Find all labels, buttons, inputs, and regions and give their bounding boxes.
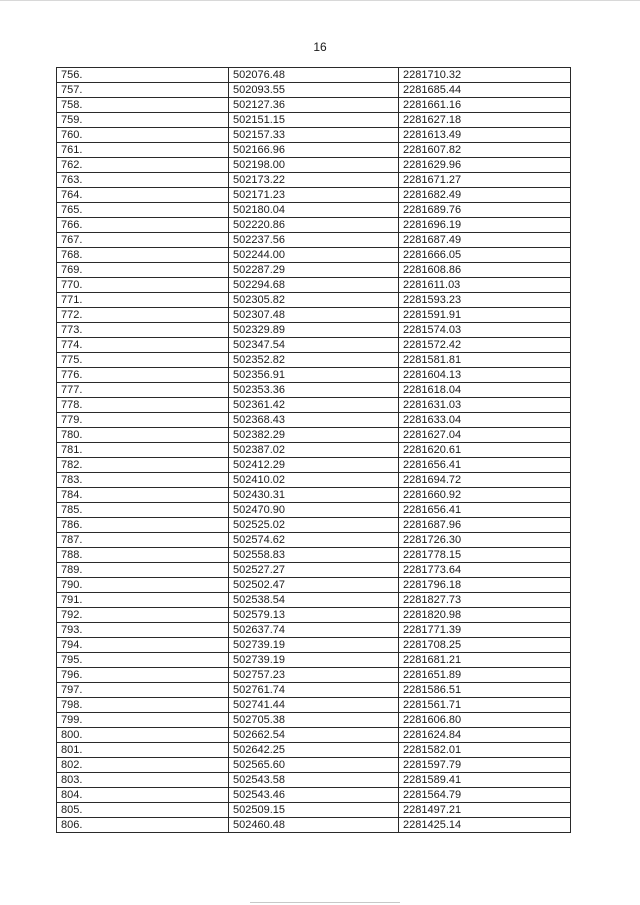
x-coordinate-cell: 502543.46 — [229, 788, 399, 803]
y-coordinate-cell: 2281687.49 — [399, 233, 571, 248]
table-row — [57, 188, 571, 203]
x-coordinate-cell: 502244.00 — [229, 248, 399, 263]
x-coordinate-cell: 502509.15 — [229, 803, 399, 818]
table-row — [57, 218, 571, 233]
table-row — [57, 203, 571, 218]
point-number-cell: 764. — [57, 188, 229, 203]
table-row — [57, 608, 571, 623]
y-coordinate-cell: 2281656.41 — [399, 458, 571, 473]
point-number-cell: 758. — [57, 98, 229, 113]
x-coordinate-cell: 502305.82 — [229, 293, 399, 308]
y-coordinate-cell: 2281682.49 — [399, 188, 571, 203]
y-coordinate-cell: 2281694.72 — [399, 473, 571, 488]
point-number-cell: 781. — [57, 443, 229, 458]
x-coordinate-cell: 502166.96 — [229, 143, 399, 158]
x-coordinate-cell: 502237.56 — [229, 233, 399, 248]
point-number-cell: 766. — [57, 218, 229, 233]
table-row — [57, 293, 571, 308]
x-coordinate-cell: 502525.02 — [229, 518, 399, 533]
point-number-cell: 770. — [57, 278, 229, 293]
table-row — [57, 593, 571, 608]
point-number-cell: 794. — [57, 638, 229, 653]
table-row — [57, 698, 571, 713]
table-row — [57, 143, 571, 158]
y-coordinate-cell: 2281586.51 — [399, 683, 571, 698]
x-coordinate-cell: 502352.82 — [229, 353, 399, 368]
table-row — [57, 128, 571, 143]
table-row — [57, 728, 571, 743]
x-coordinate-cell: 502347.54 — [229, 338, 399, 353]
x-coordinate-cell: 502527.27 — [229, 563, 399, 578]
x-coordinate-cell: 502741.44 — [229, 698, 399, 713]
y-coordinate-cell: 2281651.89 — [399, 668, 571, 683]
y-coordinate-cell: 2281591.91 — [399, 308, 571, 323]
table-row — [57, 248, 571, 263]
y-coordinate-cell: 2281581.81 — [399, 353, 571, 368]
point-number-cell: 776. — [57, 368, 229, 383]
x-coordinate-cell: 502368.43 — [229, 413, 399, 428]
table-row — [57, 458, 571, 473]
y-coordinate-cell: 2281572.42 — [399, 338, 571, 353]
point-number-cell: 773. — [57, 323, 229, 338]
x-coordinate-cell: 502761.74 — [229, 683, 399, 698]
table-row — [57, 518, 571, 533]
coordinates-table — [56, 67, 571, 833]
point-number-cell: 800. — [57, 728, 229, 743]
table-row — [57, 488, 571, 503]
point-number-cell: 780. — [57, 428, 229, 443]
x-coordinate-cell: 502076.48 — [229, 68, 399, 83]
table-row — [57, 98, 571, 113]
point-number-cell: 793. — [57, 623, 229, 638]
y-coordinate-cell: 2281618.04 — [399, 383, 571, 398]
table-row — [57, 68, 571, 83]
y-coordinate-cell: 2281685.44 — [399, 83, 571, 98]
point-number-cell: 760. — [57, 128, 229, 143]
point-number-cell: 763. — [57, 173, 229, 188]
y-coordinate-cell: 2281696.19 — [399, 218, 571, 233]
x-coordinate-cell: 502739.19 — [229, 638, 399, 653]
y-coordinate-cell: 2281773.64 — [399, 563, 571, 578]
y-coordinate-cell: 2281681.21 — [399, 653, 571, 668]
point-number-cell: 790. — [57, 578, 229, 593]
table-row — [57, 818, 571, 833]
point-number-cell: 785. — [57, 503, 229, 518]
y-coordinate-cell: 2281607.82 — [399, 143, 571, 158]
x-coordinate-cell: 502410.02 — [229, 473, 399, 488]
y-coordinate-cell: 2281608.86 — [399, 263, 571, 278]
point-number-cell: 779. — [57, 413, 229, 428]
y-coordinate-cell: 2281574.03 — [399, 323, 571, 338]
table-row — [57, 398, 571, 413]
x-coordinate-cell: 502287.29 — [229, 263, 399, 278]
x-coordinate-cell: 502387.02 — [229, 443, 399, 458]
y-coordinate-cell: 2281661.16 — [399, 98, 571, 113]
y-coordinate-cell: 2281629.96 — [399, 158, 571, 173]
x-coordinate-cell: 502642.25 — [229, 743, 399, 758]
x-coordinate-cell: 502151.15 — [229, 113, 399, 128]
x-coordinate-cell: 502361.42 — [229, 398, 399, 413]
x-coordinate-cell: 502353.36 — [229, 383, 399, 398]
point-number-cell: 767. — [57, 233, 229, 248]
point-number-cell: 788. — [57, 548, 229, 563]
table-row — [57, 233, 571, 248]
table-row — [57, 263, 571, 278]
y-coordinate-cell: 2281606.80 — [399, 713, 571, 728]
table-row — [57, 323, 571, 338]
table-row — [57, 428, 571, 443]
point-number-cell: 803. — [57, 773, 229, 788]
table-row — [57, 308, 571, 323]
x-coordinate-cell: 502180.04 — [229, 203, 399, 218]
y-coordinate-cell: 2281771.39 — [399, 623, 571, 638]
table-row — [57, 773, 571, 788]
scan-edge — [250, 902, 400, 903]
y-coordinate-cell: 2281827.73 — [399, 593, 571, 608]
x-coordinate-cell: 502220.86 — [229, 218, 399, 233]
point-number-cell: 786. — [57, 518, 229, 533]
point-number-cell: 804. — [57, 788, 229, 803]
table-row — [57, 278, 571, 293]
y-coordinate-cell: 2281582.01 — [399, 743, 571, 758]
y-coordinate-cell: 2281631.03 — [399, 398, 571, 413]
x-coordinate-cell: 502127.36 — [229, 98, 399, 113]
y-coordinate-cell: 2281633.04 — [399, 413, 571, 428]
table-row — [57, 758, 571, 773]
point-number-cell: 797. — [57, 683, 229, 698]
x-coordinate-cell: 502705.38 — [229, 713, 399, 728]
coordinates-table-body — [57, 68, 571, 833]
point-number-cell: 774. — [57, 338, 229, 353]
y-coordinate-cell: 2281624.84 — [399, 728, 571, 743]
y-coordinate-cell: 2281689.76 — [399, 203, 571, 218]
x-coordinate-cell: 502093.55 — [229, 83, 399, 98]
x-coordinate-cell: 502198.00 — [229, 158, 399, 173]
table-row — [57, 623, 571, 638]
y-coordinate-cell: 2281627.18 — [399, 113, 571, 128]
point-number-cell: 761. — [57, 143, 229, 158]
y-coordinate-cell: 2281627.04 — [399, 428, 571, 443]
y-coordinate-cell: 2281564.79 — [399, 788, 571, 803]
table-row — [57, 638, 571, 653]
table-row — [57, 668, 571, 683]
x-coordinate-cell: 502543.58 — [229, 773, 399, 788]
point-number-cell: 783. — [57, 473, 229, 488]
point-number-cell: 791. — [57, 593, 229, 608]
x-coordinate-cell: 502307.48 — [229, 308, 399, 323]
scan-edge — [0, 0, 640, 1]
x-coordinate-cell: 502356.91 — [229, 368, 399, 383]
x-coordinate-cell: 502430.31 — [229, 488, 399, 503]
page-number: 16 — [313, 40, 327, 54]
point-number-cell: 796. — [57, 668, 229, 683]
y-coordinate-cell: 2281820.98 — [399, 608, 571, 623]
point-number-cell: 778. — [57, 398, 229, 413]
x-coordinate-cell: 502637.74 — [229, 623, 399, 638]
y-coordinate-cell: 2281726.30 — [399, 533, 571, 548]
y-coordinate-cell: 2281593.23 — [399, 293, 571, 308]
y-coordinate-cell: 2281687.96 — [399, 518, 571, 533]
point-number-cell: 782. — [57, 458, 229, 473]
point-number-cell: 775. — [57, 353, 229, 368]
table-row — [57, 578, 571, 593]
table-row — [57, 473, 571, 488]
table-row — [57, 173, 571, 188]
table-row — [57, 443, 571, 458]
y-coordinate-cell: 2281708.25 — [399, 638, 571, 653]
point-number-cell: 798. — [57, 698, 229, 713]
y-coordinate-cell: 2281561.71 — [399, 698, 571, 713]
table-row — [57, 743, 571, 758]
table-row — [57, 563, 571, 578]
point-number-cell: 757. — [57, 83, 229, 98]
y-coordinate-cell: 2281611.03 — [399, 278, 571, 293]
point-number-cell: 789. — [57, 563, 229, 578]
x-coordinate-cell: 502294.68 — [229, 278, 399, 293]
y-coordinate-cell: 2281656.41 — [399, 503, 571, 518]
table-row — [57, 113, 571, 128]
point-number-cell: 784. — [57, 488, 229, 503]
table-row — [57, 683, 571, 698]
x-coordinate-cell: 502662.54 — [229, 728, 399, 743]
point-number-cell: 795. — [57, 653, 229, 668]
point-number-cell: 769. — [57, 263, 229, 278]
x-coordinate-cell: 502538.54 — [229, 593, 399, 608]
y-coordinate-cell: 2281666.05 — [399, 248, 571, 263]
table-row — [57, 383, 571, 398]
x-coordinate-cell: 502558.83 — [229, 548, 399, 563]
point-number-cell: 762. — [57, 158, 229, 173]
table-row — [57, 713, 571, 728]
x-coordinate-cell: 502470.90 — [229, 503, 399, 518]
table-row — [57, 158, 571, 173]
point-number-cell: 777. — [57, 383, 229, 398]
y-coordinate-cell: 2281497.21 — [399, 803, 571, 818]
y-coordinate-cell: 2281710.32 — [399, 68, 571, 83]
y-coordinate-cell: 2281620.61 — [399, 443, 571, 458]
table-row — [57, 653, 571, 668]
table-row — [57, 548, 571, 563]
y-coordinate-cell: 2281589.41 — [399, 773, 571, 788]
point-number-cell: 765. — [57, 203, 229, 218]
table-row — [57, 503, 571, 518]
x-coordinate-cell: 502157.33 — [229, 128, 399, 143]
point-number-cell: 759. — [57, 113, 229, 128]
x-coordinate-cell: 502574.62 — [229, 533, 399, 548]
point-number-cell: 805. — [57, 803, 229, 818]
point-number-cell: 756. — [57, 68, 229, 83]
table-row — [57, 788, 571, 803]
x-coordinate-cell: 502579.13 — [229, 608, 399, 623]
table-row — [57, 533, 571, 548]
x-coordinate-cell: 502739.19 — [229, 653, 399, 668]
x-coordinate-cell: 502171.23 — [229, 188, 399, 203]
y-coordinate-cell: 2281671.27 — [399, 173, 571, 188]
y-coordinate-cell: 2281796.18 — [399, 578, 571, 593]
table-row — [57, 338, 571, 353]
table-row — [57, 803, 571, 818]
x-coordinate-cell: 502565.60 — [229, 758, 399, 773]
table-row — [57, 353, 571, 368]
y-coordinate-cell: 2281660.92 — [399, 488, 571, 503]
table-row — [57, 83, 571, 98]
point-number-cell: 799. — [57, 713, 229, 728]
point-number-cell: 802. — [57, 758, 229, 773]
x-coordinate-cell: 502173.22 — [229, 173, 399, 188]
x-coordinate-cell: 502329.89 — [229, 323, 399, 338]
x-coordinate-cell: 502412.29 — [229, 458, 399, 473]
table-row — [57, 413, 571, 428]
point-number-cell: 787. — [57, 533, 229, 548]
x-coordinate-cell: 502502.47 — [229, 578, 399, 593]
point-number-cell: 768. — [57, 248, 229, 263]
point-number-cell: 772. — [57, 308, 229, 323]
x-coordinate-cell: 502382.29 — [229, 428, 399, 443]
y-coordinate-cell: 2281604.13 — [399, 368, 571, 383]
point-number-cell: 801. — [57, 743, 229, 758]
point-number-cell: 806. — [57, 818, 229, 833]
y-coordinate-cell: 2281597.79 — [399, 758, 571, 773]
y-coordinate-cell: 2281425.14 — [399, 818, 571, 833]
x-coordinate-cell: 502460.48 — [229, 818, 399, 833]
table-row — [57, 368, 571, 383]
point-number-cell: 792. — [57, 608, 229, 623]
x-coordinate-cell: 502757.23 — [229, 668, 399, 683]
y-coordinate-cell: 2281613.49 — [399, 128, 571, 143]
y-coordinate-cell: 2281778.15 — [399, 548, 571, 563]
point-number-cell: 771. — [57, 293, 229, 308]
